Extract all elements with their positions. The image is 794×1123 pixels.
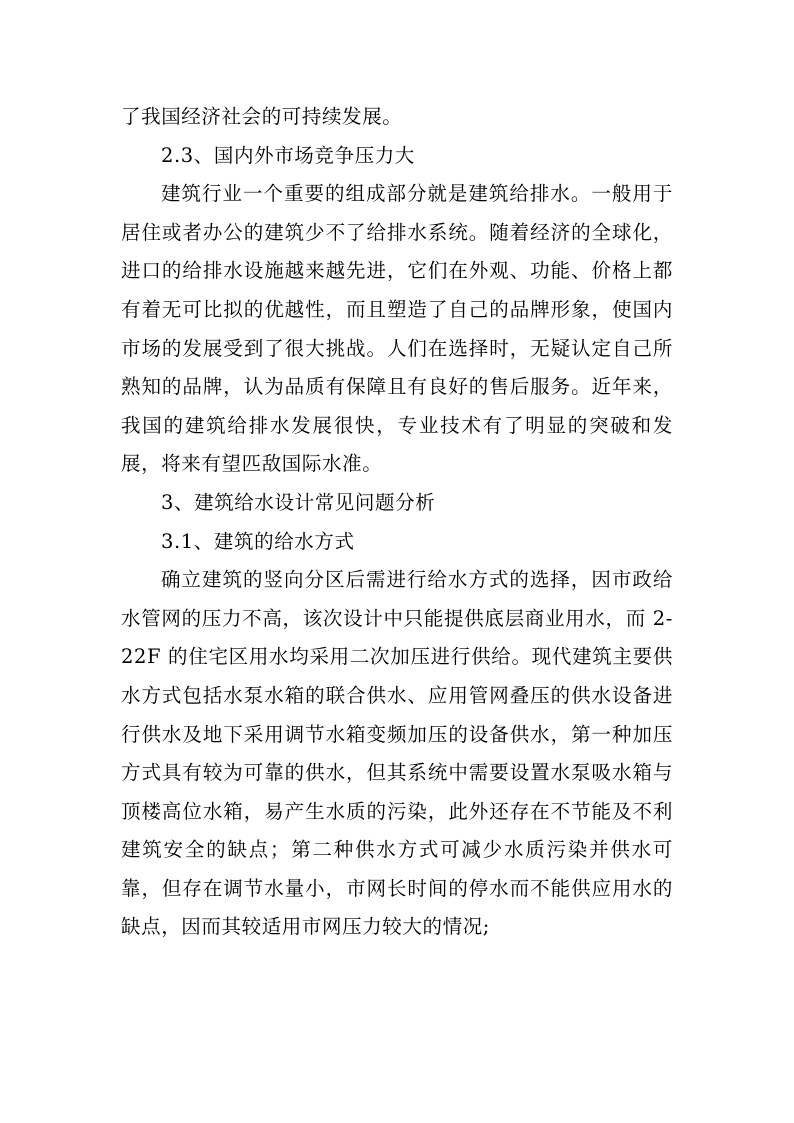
paragraph-continuation: 了我国经济社会的可持续发展。 <box>121 105 403 128</box>
paragraph-water-supply-method: 确立建筑的竖向分区后需进行给水方式的选择，因市政给水管网的压力不高，该次设计中只能提供底层商业用水，而 2-22F 的住宅区用水均采用二次加压进行供给。现代建筑主要供水方式包括水泵水箱的联合供水、应用管网叠压的供水设备进行供水及地下采用调节水箱变频加压的设备供水，第一种加压方式具有较为可靠的供水，但其系统中需要设置水泵吸水箱与顶楼高位水箱，易产生水质的污染，此外还存在不节能及不利建筑安全的缺点；第二种供水方式可减少水质污染并供水可靠，但存在调节水量小，市网长时间的停水而不能供应用水的缺点，因而其较适用市网压力较大的情况; <box>121 568 673 939</box>
section-heading-3-1: 3.1、建筑的给水方式 <box>161 529 355 553</box>
section-heading-3: 3、建筑给水设计常见问题分析 <box>161 490 436 514</box>
document-body <box>121 98 673 947</box>
section-heading-2-3: 2.3、国内外市场竞争压力大 <box>161 143 415 167</box>
paragraph-market-competition: 建筑行业一个重要的组成部分就是建筑给排水。一般用于居住或者办公的建筑少不了给排水系统。随着经济的全球化，进口的给排水设施越来越先进，它们在外观、功能、价格上都有着无可比拟的优越性，而且塑造了自己的品牌形象，使国内市场的发展受到了很大挑战。人们在选择时，无疑认定自己所熟知的品牌，认为品质有保障且有良好的售后服务。近年来，我国的建筑给排水发展很快，专业技术有了明显的突破和发展，将来有望匹敌国际水准。 <box>121 182 673 476</box>
